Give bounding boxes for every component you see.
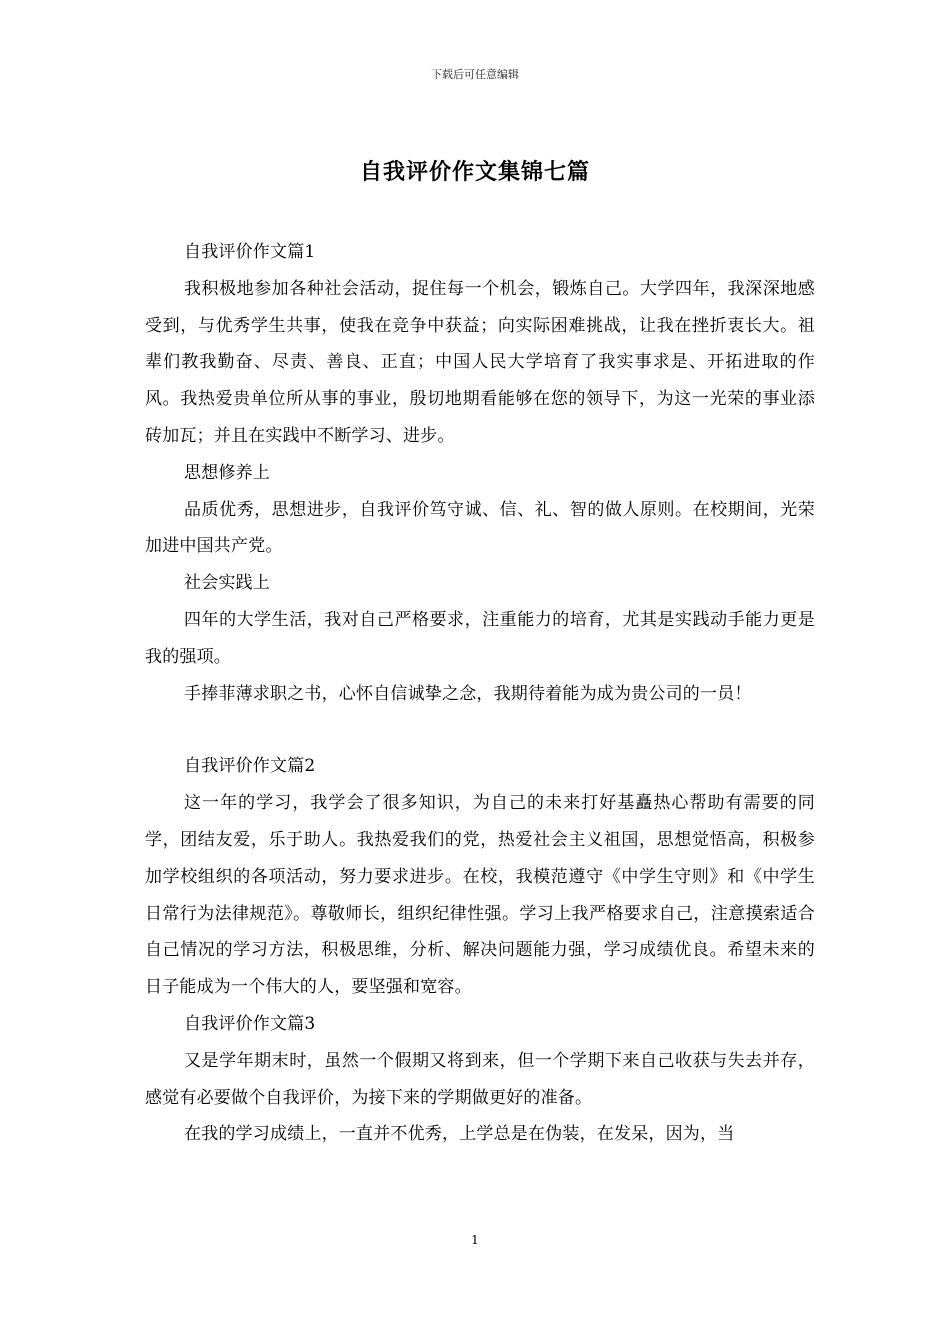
paragraph: 四年的大学生活，我对自己严格要求，注重能力的培育，尤其是实践动手能力更是我的强项。 [145, 609, 815, 667]
page-header-note: 下载后可任意编辑 [431, 68, 519, 81]
page-number: 1 [471, 1233, 479, 1247]
section-heading: 自我评价作文篇2 [184, 756, 316, 777]
paragraph: 我积极地参加各种社会活动，捉住每一个机会，锻炼自己。大学四年，我深深地感受到，与优秀学生共事，使我在竞争中获益；向实际困难挑战，让我在挫折衷长大。祖辈们教我勤奋、尽责、善良、正直；中国人民大学培育了我实事求是、开拓进取的作风。我热爱贵单位所从事的事业，殷切地期看能够在您的领导下，为这一光荣的事业添砖加瓦；并且在实践中不断学习、进步。 [145, 278, 815, 446]
section-spacer [145, 712, 815, 748]
paragraph: 品质优秀，思想进步，自我评价笃守诚、信、礼、智的做人原则。在校期间，光荣加进中国共产党。 [145, 499, 815, 557]
paragraph: 这一年的学习，我学会了很多知识，为自己的未来打好基矗热心帮助有需要的同学，团结友爱，乐于助人。我热爱我们的党，热爱社会主义祖国，思想觉悟高，积极参加学校组织的各项活动，努力要求进步。在校，我模范遵守《中学生守则》和《中学生日常行为法律规范》。尊敬师长，组织纪律性强。学习上我严格要求自己，注意摸索适合自己情况的学习方法，积极思维，分析、解决问题能力强，学习成绩优良。希望未来的日子能成为一个伟大的人，要坚强和宽容。 [145, 793, 815, 998]
paragraph: 在我的学习成绩上，一直并不优秀，上学总是在伪装，在发呆，因为，当 [184, 1124, 735, 1145]
section-heading: 自我评价作文篇1 [184, 242, 316, 262]
document-body [145, 234, 815, 1153]
subheading: 思想修养上 [184, 462, 270, 483]
paragraph: 手捧菲薄求职之书，心怀自信诚挚之念，我期待着能为成为贵公司的一员！ [184, 683, 752, 704]
document-title: 自我评价作文集锦七篇 [359, 159, 590, 185]
paragraph: 又是学年期末时，虽然一个假期又将到来，但一个学期下来自己收获与失去并存，感觉有必要做个自我评价，为接下来的学期做更好的准备。 [145, 1050, 815, 1108]
subheading: 社会实践上 [184, 573, 270, 594]
section-heading: 自我评价作文篇3 [184, 1013, 316, 1034]
